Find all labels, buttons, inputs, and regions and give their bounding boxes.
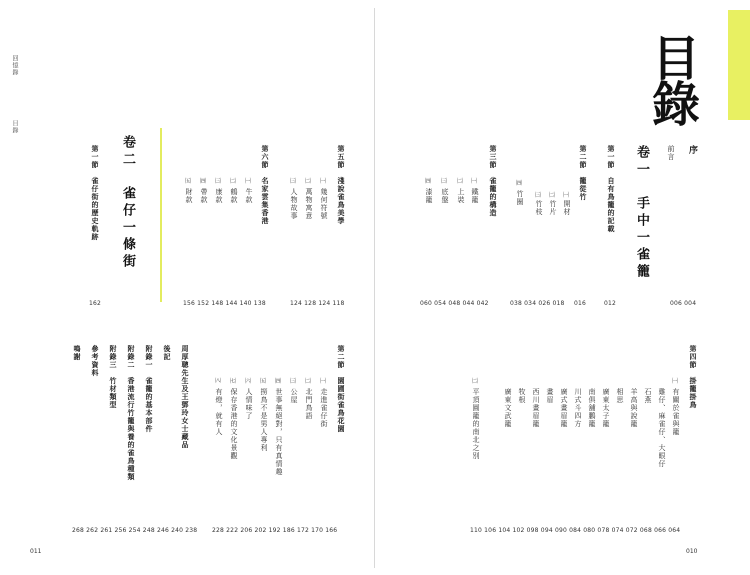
- ch4-item-10: 畫眉: [546, 388, 554, 404]
- chapter-4: 第四節 掛籠掛鳥: [689, 345, 697, 409]
- ch2-item-1-mark: ㈠: [563, 192, 570, 199]
- volume-2-title: 卷二 雀仔一條街: [120, 135, 135, 271]
- ch5-item-3: 人物故事: [290, 188, 298, 220]
- ch3-item-2: 上裝: [457, 188, 465, 204]
- postscript: 後記: [163, 345, 171, 361]
- ch6-item-3-mark: ㈢: [215, 178, 222, 185]
- ch8-item-7: 保存香港的文化景觀: [230, 388, 238, 460]
- title-char-2: 錄: [652, 77, 701, 133]
- ch2-item-4-mark: ㈣: [516, 180, 523, 187]
- foreword: 前言: [667, 145, 675, 161]
- ch5-item-1-mark: ㈠: [320, 178, 327, 185]
- ch6-item-4-mark: ㈣: [200, 178, 207, 185]
- ch8-item-8: 有燈，就有人: [215, 388, 223, 436]
- ch5-item-1: 幾何符號: [320, 188, 328, 220]
- page-numbers-5: 060 054 048 044 042: [420, 300, 489, 307]
- chapter-3: 第三節 雀籠的構造: [489, 145, 497, 217]
- ch4-item-14: 平頂圓籠的南北之別: [472, 388, 480, 460]
- ch2-item-1: 開材: [563, 200, 571, 216]
- spine-divider: [374, 8, 375, 568]
- ch6-item-3: 康款: [215, 188, 223, 204]
- page-number-right: 010: [686, 548, 698, 555]
- ch8-item-6-mark: ㈥: [245, 378, 252, 385]
- ch4-item-9: 廣式畫眉籠: [560, 388, 568, 428]
- page-numbers-4: 038 034 026 018: [510, 300, 565, 307]
- ch2-item-4: 竹圈: [516, 190, 524, 206]
- chapter-7: 第一節 雀仔街的歷史軌跡: [91, 145, 99, 241]
- ch8-item-2-mark: ㈡: [305, 378, 312, 385]
- acknowledgements: 鳴謝: [73, 345, 81, 361]
- ch3-item-1: 鐵籠: [471, 188, 479, 204]
- ch4-item-11: 西川畫眉籠: [532, 388, 540, 428]
- ch8-item-8-mark: ㈧: [215, 378, 222, 385]
- page-numbers-2: 012: [604, 300, 617, 307]
- appendix-2: 附錄二 香港流行竹籠與養的雀鳥種類: [127, 345, 135, 481]
- ch2-item-2: 竹片: [549, 200, 557, 216]
- ch4-item-3: 石燕: [644, 388, 652, 404]
- ch3-item-2-mark: ㈡: [457, 178, 464, 185]
- ch8-item-3-mark: ㈢: [290, 378, 297, 385]
- toc-title: [652, 31, 728, 133]
- accent-rule: [160, 128, 162, 302]
- chapter-1: 第一節 自有鳥籠的記載: [607, 145, 615, 233]
- chapter-2: 第二節 籠從竹: [579, 145, 587, 201]
- ch4-item-7: 南俱舖鵬籠: [588, 388, 596, 428]
- page-numbers-6: 124 128 124 118: [290, 300, 345, 307]
- appendix-1: 附錄一 雀籠的基本部件: [145, 345, 153, 433]
- ch3-item-3-mark: ㈢: [441, 178, 448, 185]
- ch6-item-2-mark: ㈡: [230, 178, 237, 185]
- ch6-item-4: 帶款: [200, 188, 208, 204]
- ch8-item-7-mark: ㈦: [230, 378, 237, 385]
- ch2-item-3: 竹枝: [535, 200, 543, 216]
- volume-1-title: 卷一 手中一雀籠: [634, 145, 649, 281]
- accent-bar: [728, 10, 750, 120]
- ch8-item-1-mark: ㈠: [320, 378, 327, 385]
- ch3-item-4: 漆籠: [425, 188, 433, 204]
- ch4-item-5: 相思: [616, 388, 624, 404]
- ch4-item-4: 羊高與說籠: [630, 388, 638, 428]
- ch5-item-2-mark: ㈡: [305, 178, 312, 185]
- ch2-item-3-mark: ㈢: [535, 192, 542, 199]
- ch4-item-13: 廣東文武籠: [504, 388, 512, 428]
- ch3-item-3: 底盤: [441, 188, 449, 204]
- ch4-item-2: 雞仔、麻雀仔、大眼仔: [658, 388, 666, 468]
- references: 參考資料: [91, 345, 99, 377]
- ch5-item-3-mark: ㈢: [290, 178, 297, 185]
- ch5-item-2: 萬物寓意: [305, 188, 313, 220]
- chapter-5: 第五節 淺說雀鳥美學: [337, 145, 345, 225]
- ch2-item-2-mark: ㈡: [549, 192, 556, 199]
- ch4-item-8: 川式斗四方: [574, 388, 582, 428]
- page-numbers-3: 016: [574, 300, 587, 307]
- chapter-8: 第二節 園圃街雀鳥花園: [337, 345, 345, 433]
- chapter-6: 第六節 名家雲集香港: [261, 145, 269, 225]
- running-head: 回憶錄: [11, 55, 18, 76]
- page-numbers-8: 162: [89, 300, 102, 307]
- ch6-item-5-mark: ㈤: [185, 178, 192, 185]
- ch4-item-6: 廣東太子籠: [602, 388, 610, 428]
- ch3-item-4-mark: ㈣: [425, 178, 432, 185]
- ch8-item-3: 公屋: [290, 388, 298, 404]
- title-char-1: 目: [652, 31, 701, 87]
- ch8-item-5: 撈鳥不是男人專利: [260, 388, 268, 452]
- page-numbers-1: 006 004: [670, 300, 697, 307]
- ch6-item-1: 牛款: [245, 188, 253, 204]
- collection-note: 周厚聰先生及王鄧玲女士藏品: [181, 345, 189, 449]
- ch6-item-2: 鶴款: [230, 188, 238, 204]
- ch4-item-1-mark: ㈠: [672, 378, 679, 385]
- ch4-item-14-mark: ㈡: [472, 378, 479, 385]
- page-numbers-7: 156 152 148 144 140 138: [183, 300, 266, 307]
- ch3-item-1-mark: ㈠: [471, 178, 478, 185]
- page-numbers-10: 228 222 206 202 192 186 172 170 166: [212, 527, 338, 534]
- ch6-item-5: 財款: [185, 188, 193, 204]
- section-label: 目錄: [11, 120, 18, 134]
- ch8-item-2: 北門鳥語: [305, 388, 313, 420]
- ch8-item-1: 走進雀仔街: [320, 388, 328, 428]
- ch8-item-4-mark: ㈣: [275, 378, 282, 385]
- page-numbers-9: 110 106 104 102 098 094 090 084 080 078 074 072 068 066 064: [470, 527, 681, 534]
- page-numbers-11: 268 262 261 256 254 248 246 240 238: [72, 527, 198, 534]
- ch6-item-1-mark: ㈠: [245, 178, 252, 185]
- page-number-left: 011: [30, 548, 42, 555]
- ch8-item-6: 人情味了: [245, 388, 253, 420]
- ch4-item-1: 有關於雀與籠: [672, 388, 680, 436]
- appendix-3: 附錄三 竹材類型: [109, 345, 117, 409]
- ch4-item-12: 牧根: [518, 388, 526, 404]
- ch8-item-5-mark: ㈤: [260, 378, 267, 385]
- ch8-item-4: 世事無絕對，只有真情趣: [275, 388, 283, 476]
- preface: 序: [687, 145, 697, 155]
